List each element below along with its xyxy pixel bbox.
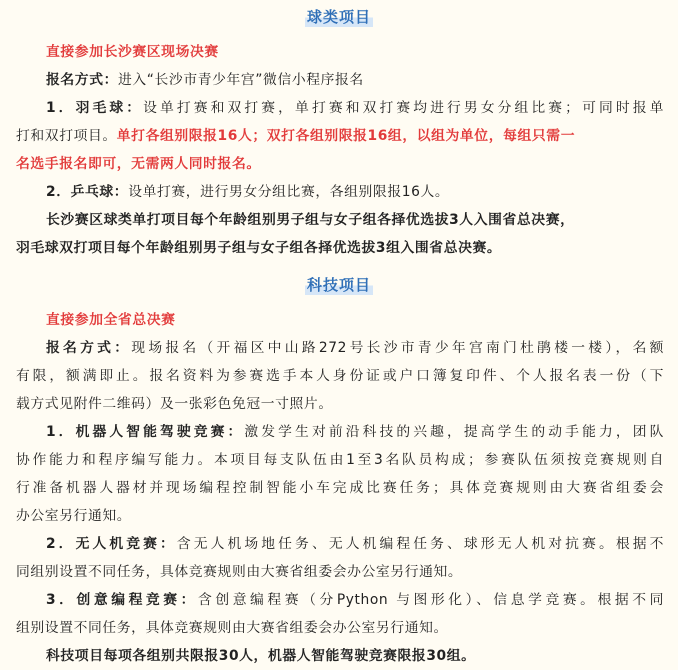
tech-signup-line1: 报名方式：现场报名（开福区中山路272号长沙市青少年宫南门杜鹃楼一楼），名额: [46, 340, 664, 356]
pingpong-paragraph: 2．乒乓球：设单打赛，进行男女分组比赛，各组别限报16人。: [46, 184, 450, 200]
robot-paragraph-line2: 协作能力和程序编写能力。本项目每支队伍由1至3名队员构成；参赛队伍须按竞赛规则自: [16, 452, 664, 468]
robot-paragraph-line1: 1．机器人智能驾驶竞赛：激发学生对前沿科技的兴趣，提高学生的动手能力，团队: [46, 424, 664, 440]
badminton-paragraph-line2: 打和双打项目。单打各组别限报16人；双打各组别限报16组，以组为单位，每组只需一: [16, 128, 576, 144]
drone-paragraph-line2: 同组别设置不同任务，具体竞赛规则由大赛省组委会办公室另行通知。: [16, 564, 463, 580]
section-title-ball: 球类项目: [306, 8, 371, 26]
section-subtitle-ball: 直接参加长沙赛区现场决赛: [46, 44, 219, 60]
tech-signup-line3: 载方式见附件二维码）及一张彩色免冠一寸照片。: [16, 396, 333, 412]
tech-note: 科技项目每项各组别共限报30人，机器人智能驾驶竞赛限报30组。: [46, 648, 476, 664]
tech-signup-line2: 有限，额满即止。报名资料为参赛选手本人身份证或户口簿复印件、个人报名表一份（下: [16, 368, 664, 384]
drone-paragraph-line1: 2．无人机竞赛：含无人机场地任务、无人机编程任务、球形无人机对抗赛。根据不: [46, 536, 664, 552]
coding-paragraph-line2: 组别设置不同任务，具体竞赛规则由大赛省组委会办公室另行通知。: [16, 620, 448, 636]
signup-method-ball: 报名方式：进入“长沙市青少年宫”微信小程序报名: [46, 72, 364, 88]
ball-note-line1: 长沙赛区球类单打项目每个年龄组别男子组与女子组各择优选拔3人入围省总决赛，: [46, 212, 575, 228]
coding-paragraph-line1: 3．创意编程竞赛：含创意编程赛（分Python 与图形化）、信息学竞赛。根据不同: [46, 592, 664, 608]
robot-paragraph-line3: 行准备机器人器材并现场编程控制智能小车完成比赛任务；具体竞赛规则由大赛省组委会: [16, 480, 664, 496]
ball-note-line2: 羽毛球双打项目每个年龄组别男子组与女子组各择优选拔3组入围省总决赛。: [16, 240, 502, 256]
badminton-paragraph-line1: 1．羽毛球：设单打赛和双打赛，单打赛和双打赛均进行男女分组比赛；可同时报单: [46, 100, 664, 116]
section-subtitle-tech: 直接参加全省总决赛: [46, 312, 176, 328]
robot-paragraph-line4: 办公室另行通知。: [16, 508, 132, 524]
section-title-tech: 科技项目: [306, 276, 371, 294]
badminton-paragraph-line3: 名选手报名即可，无需两人同时报名。: [16, 156, 261, 172]
